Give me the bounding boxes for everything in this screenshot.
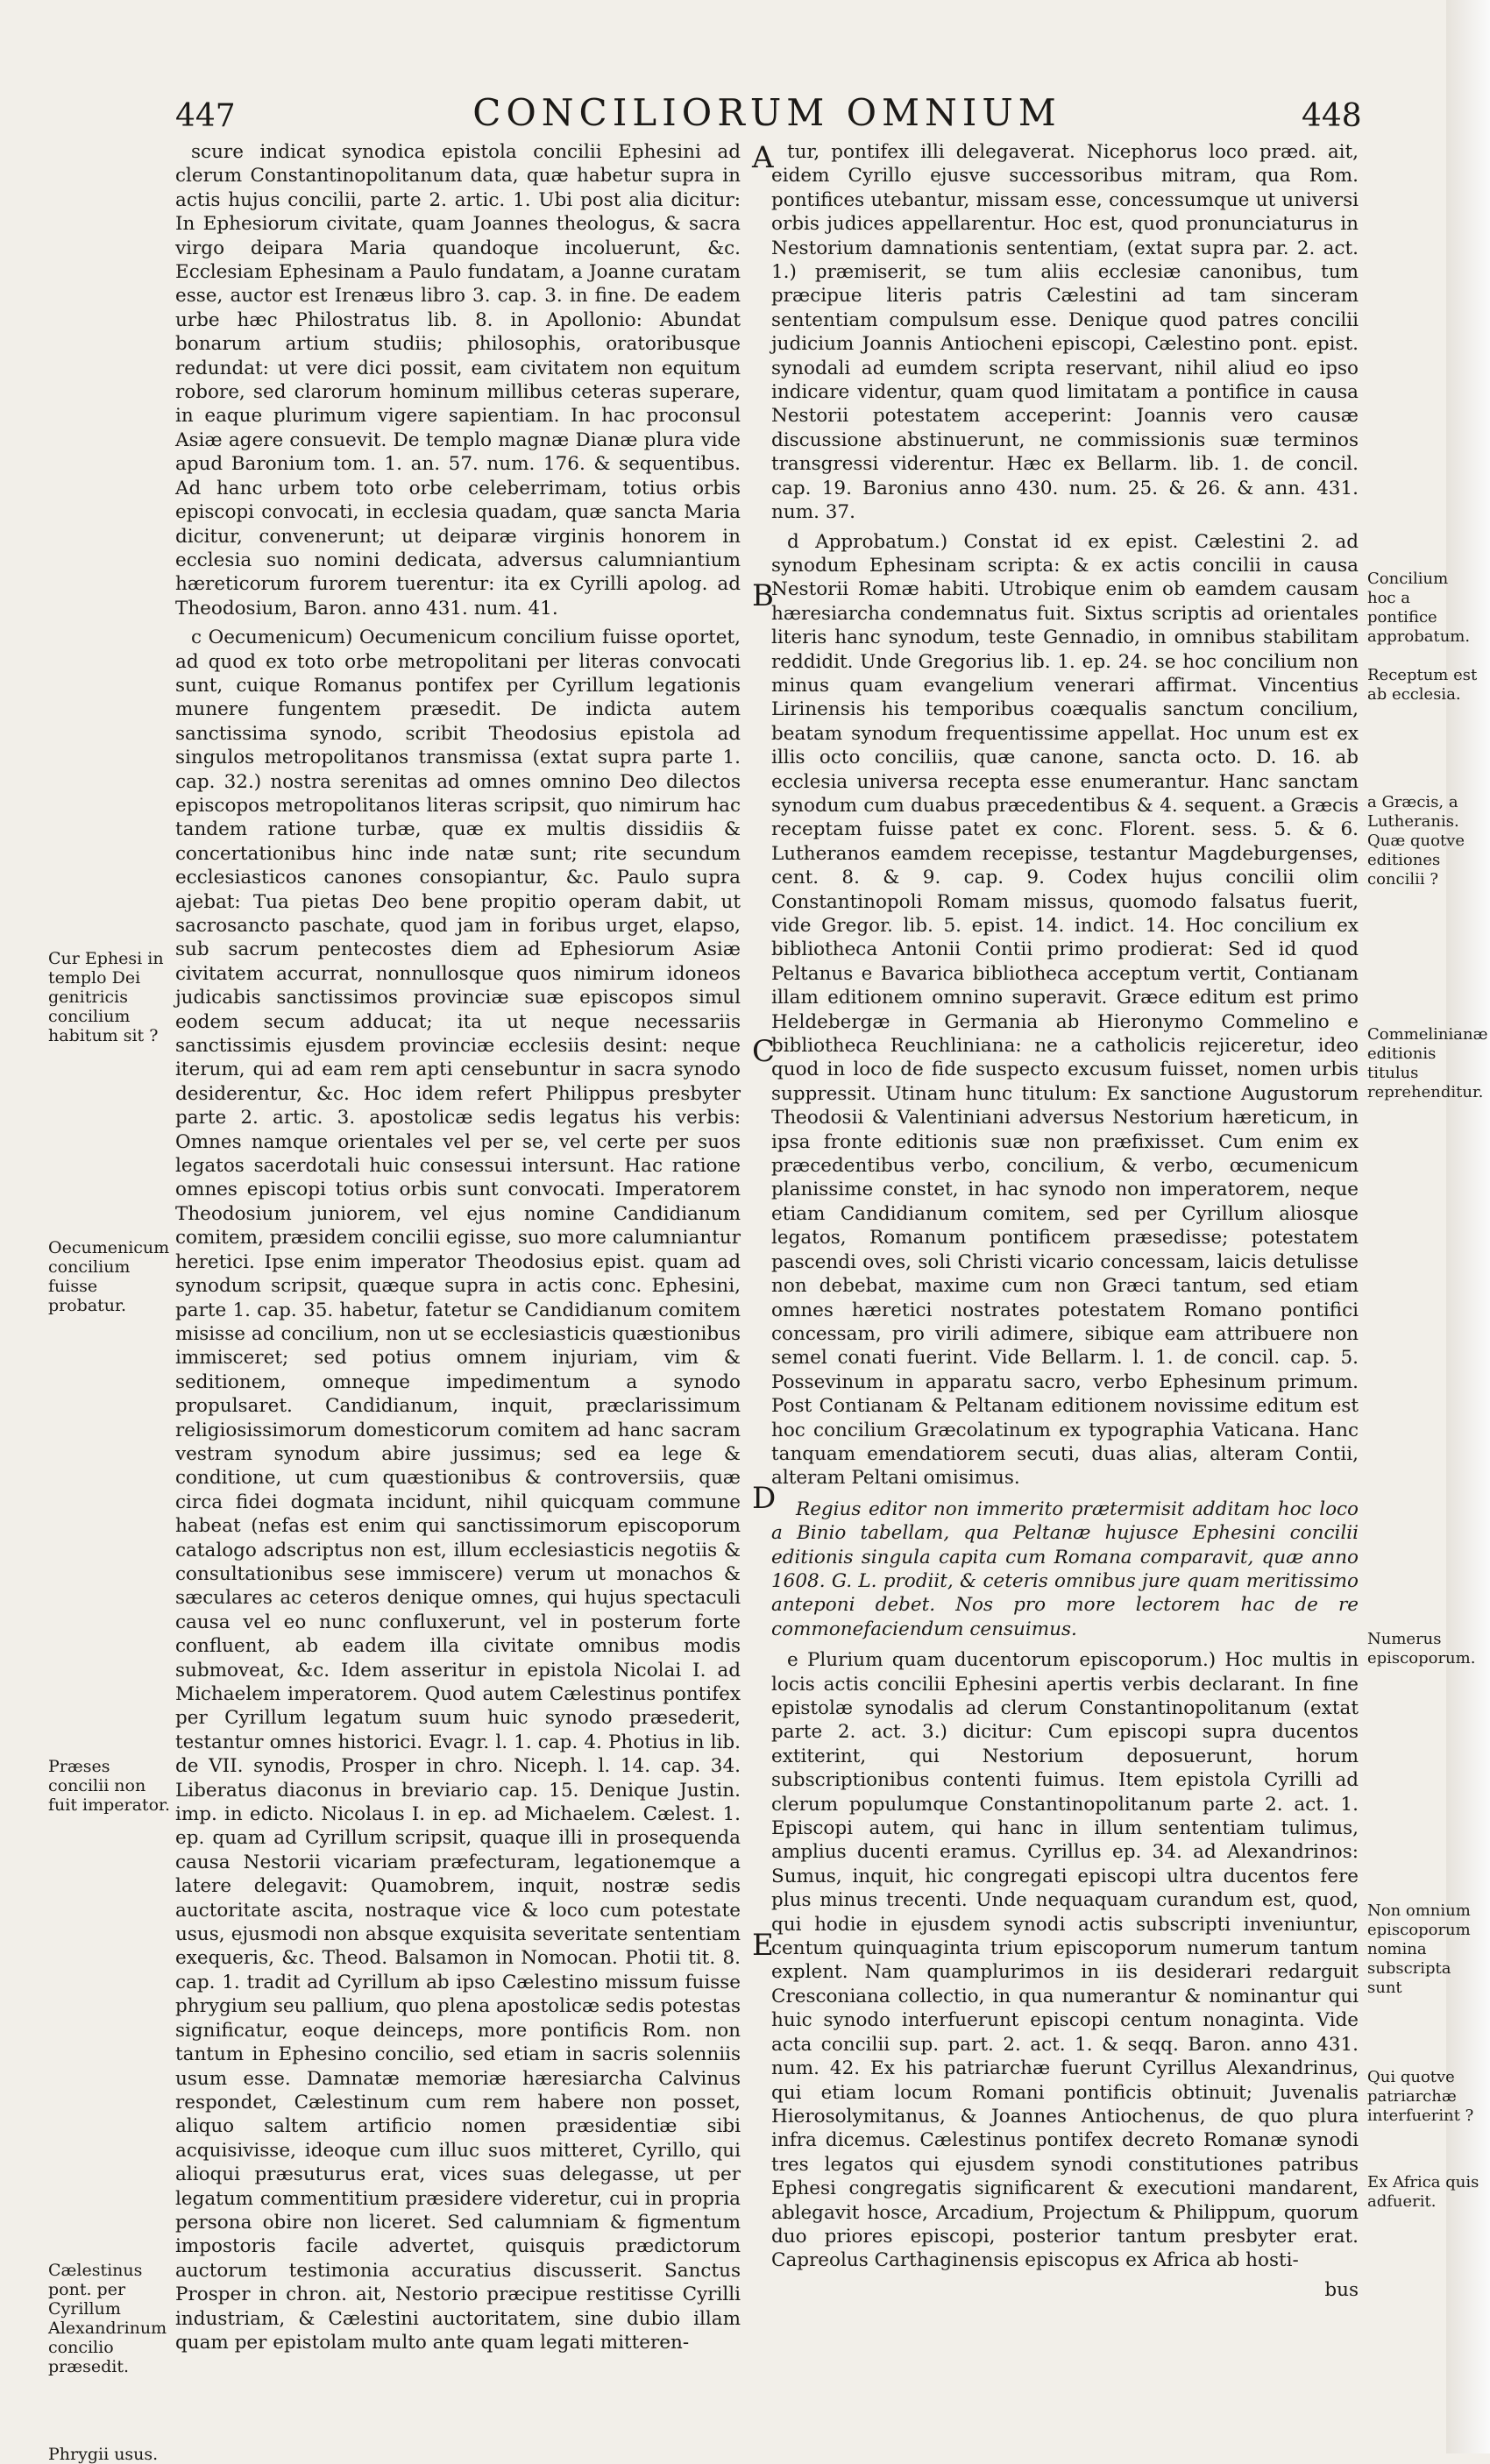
- editor-note: Regius editor non immerito prætermisit additam hoc loco a Binio tabellam, qua Peltanæ hujusce Ephesini concilii editionis singula capita cum Romana comparavit, quæ anno 1608. G. L. prodiit, & ceteris omnibus jure quam meritissimo anteponi debet. Nos pro more lectorem hac de re commonefaciendum censuimus.: [771, 1498, 1359, 1640]
- paragraph: tur, pontifex illi delegaverat. Nicephorus loco præd. ait, eidem Cyrillo ejusve successoribus mitram, qua Rom. pontifices utebantur, missam esse, concessumque ut universi orbis judices appellarentur. Hoc est, quod pronunciaturus in Nestorium damnationis sententiam, (extat supra par. 2. act. 1.) præmiserit, se tum aliis ecclesiæ canonibus, tum præcipue literis patris Cælestini ad tam sinceram sententiam compulsum esse. Denique quod patres concilii judicium Joannis Antiocheni episcopi, Cælestino pont. epist. synodali ad eumdem scripta reservant, nihil aliud eo ipso indicare videntur, quam quod limitatam a pontifice in causa Nestorii potestatem acceperint: Joannis vero causæ discussione abstinuerunt, ne commissionis suæ terminos transgressi viderentur. Hæc ex Bellarm. lib. 1. de concil. cap. 19. Baronius anno 430. num. 25. & 26. & ann. 431. num. 37.: [771, 141, 1359, 524]
- margin-note-right: Numerus episcoporum.: [1367, 1630, 1476, 1667]
- margin-note-left: Præses concilii non fuit imperator.: [48, 1757, 171, 1815]
- section-letter-d: D: [752, 1481, 777, 1516]
- section-letter-c: C: [752, 1034, 776, 1069]
- margin-note-left: Oecumenicum concilium fuisse probatur.: [48, 1238, 170, 1315]
- right-text-column: [771, 140, 1359, 2302]
- margin-note-left: Cur Ephesi in templo Dei genitricis concilium habitum sit ?: [48, 949, 164, 1045]
- paragraph: c Oecumenicum) Oecumenicum concilium fuisse oportet, ad quod ex toto orbe metropolitani per literas convocati sunt, cuique Romanus pontifex per Cyrillum legationis munere fungentem præsedit. De indicta autem sanctissima synodo, scribit Theodosius epistola ad singulos metropolitanos transmissa (extat supra parte 1. cap. 32.) nostra serenitas ad omnes omnino Deo dilectos episcopos metropolitanos literas scripsit, quo nimirum hac tandem ratione turbæ, quæ ex multis dissidiis & concertationibus hinc inde natæ sunt; rite secundum ecclesiasticos canones consopiantur, &c. Paulo supra ajebat: Tua pietas Deo bene propitio operam dabit, ut sacrosancto paschate, quod jam in foribus urget, elapso, sub sacrum pentecostes diem ad Ephesiorum Asiæ civitatem accurrat, nonnullosque quos nimirum idoneos judicabis sanctissimos provinciæ suæ episcopos simul eodem secum adducat; ita ut neque necessariis sanctissimis ejusdem provinciæ ecclesiis desint: neque iterum, qui ad eam rem apti censebuntur in sacra synodo desiderentur, &c. Hoc idem refert Philippus presbyter parte 2. artic. 3. apostolicæ sedis legatus his verbis: Omnes namque orientales vel per se, vel certe per suos legatos sacerdotali huic consessui intersunt. Hac ratione omnes episcopi totius orbis sunt convocati. Imperatorem Theodosium juniorem, vel ejus nomine Candidianum comitem, præsidem concilii egisse, suo more calumniantur heretici. Ipse enim imperator Theodosius epist. quam ad synodum scripsit, quæque supra in actis conc. Ephesini, parte 1. cap. 35. habetur, fatetur se Candidianum comitem misisse ad concilium, non ut se ecclesiasticis quæstionibus immisceret; sed potius omnem injuriam, vim & seditionem, omneque impedimentum a synodo propulsaret. Candidianum, inquit, præclarissimum religiosissimorum domesticorum comitem ad hanc sacram vestram synodum abire jussimus; sed ea lege & conditione, ut cum quæstionibus & controversiis, quæ circa fidei dogmata incidunt, nihil quicquam commune habeat (nefas est enim qui sanctissimorum episcoporum catalogo adscriptus non est, illum ecclesiasticis negotiis & consultationibus sese immiscere) verum ut monachos & sæculares ac ceteros denique omnes, qui hujus spectaculi causa vel eo nunc confluxerunt, vel in posterum forte confluent, ab eadem illa civitate omnibus modis submoveat, &c. Idem asseritur in epistola Nicolai I. ad Michaelem imperatorem. Quod autem Cælestinus pontifex per Cyrillum legatum suum huic synodo præsederit, testantur omnes historici. Evagr. l. 1. cap. 4. Photius in lib. de VII. synodis, Prosper in chro. Niceph. l. 14. cap. 34. Liberatus diaconus in breviario cap. 15. Denique Justin. imp. in edicto. Nicolaus I. in ep. ad Michaelem. Cælest. 1. ep. quam ad Cyrillum scripsit, quaque illi in prosequenda causa Nestorii vicariam præfecturam, legationemque a latere delegavit: Quamobrem, inquit, nostræ sedis auctoritate ascita, nostraque vice & loco cum potestate usus, ejusmodi non absque exquisita severitate sententiam exequeris, &c. Theod. Balsamon in Nomocan. Photii tit. 8. cap. 1. tradit ad Cyrillum ab ipso Cælestino missum fuisse phrygium seu pallium, quo plena apostolicæ sedis potestas significatur, eoque deinceps, more pontificis Rom. non tantum in Ephesino concilio, sed etiam in sacris solenniis usum esse. Damnatæ memoriæ hæresiarcha Calvinus respondet, Cælestinum cum rem habere non posset, aliquo saltem artificio nomen præsidentiæ sibi acquisivisse, ideoque cum illuc suos mitteret, Cyrillo, qui alioqui præsuturus erat, vices suas delegasse, ut per legatum commentitium præsidere videretur, cui in propria persona obire non liceret. Sed calumniam & figmentum impostoris facile advertet, quisquis prædictorum auctorum testimonia accuratius discusserit. Sanctus Prosper in chron. ait, Nestorio præcipue restitisse Cyrilli industriam, & Cælestini auctoritatem, sine dubio illam quam per epistolam multo ante quam legati mitteren-: [175, 627, 741, 2354]
- margin-note-right: Ex Africa quis adfuerit.: [1367, 2173, 1479, 2211]
- page-number-left: 447: [175, 98, 236, 134]
- margin-note-right: Non omnium episcoporum nomina subscripta sunt: [1367, 1901, 1471, 1997]
- margin-note-right: a Græcis, a Lutheranis. Quæ quotve editiones concilii ?: [1367, 793, 1465, 889]
- left-text-column: [175, 140, 741, 2360]
- paragraph: d Approbatum.) Constat id ex epist. Cælestini 2. ad synodum Ephesinam scripta: & ex actis concilii in causa Nestorii Romæ habiti. Utrobique enim ob eamdem causam hæresiarcha condemnatus fuit. Sixtus scriptis ad orientales literis hanc synodum, teste Gennadio, in omnibus stabilitam reddidit. Unde Gregorius lib. 1. ep. 24. se hoc concilium non minus quam evangelium venerari affirmat. Vincentius Lirinensis his temporibus coæqualis sanctum concilium, beatam synodum frequentissime appellat. Hoc unum est ex illis octo conciliis, quæ canone, sancta octo. D. 16. ab ecclesia universa recepta esse enumerantur. Hanc sanctam synodum cum duabus præcedentibus & 4. sequent. a Græcis receptam fuisse patet ex conc. Florent. sess. 5. & 6. Lutheranos eamdem recepisse, testantur Magdeburgenses, cent. 8. & 9. cap. 9. Codex hujus concilii olim Constantinopoli Romam missus, quomodo falsatus fuerit, vide Gregor. lib. 5. epist. 14. indict. 14. Hoc concilium ex bibliotheca Antonii Contii primo prodierat: Sed id quod Peltanus e Bavarica bibliotheca acceptum vertit, Contianam illam editionem omnino superavit. Græce editum est primo Heldebergæ in Germania ab Hieronymo Commelino e bibliotheca Reuchliniana: ne a catholicis rejiceretur, ideo quod in loco de fide suspecto excusum fuisset, nomen urbis suppressit. Utinam hunc titulum: Ex sanctione Augustorum Theodosii & Valentiniani adversus Nestorium hæreticum, in ipsa fronte editionis suæ non præfixisset. Cum enim ex præcedentibus verbo, concilium, & verbo, œcumenicum planissime constet, in hac synodo non imperatorem, neque etiam Candidianum comitem, sed per Cyrillum aliosque legatos, Romanum pontificem præsedisse; potestatem pascendi oves, soli Christi vicario concessam, laicis detulisse non debebat, maxime cum non Græci tantum, sed etiam omnes hæretici nostrates potestatem Romano pontifici concessam, pro virili adimere, sibique eam attribuere non semel conati fuerint. Vide Bellarm. l. 1. de concil. cap. 5. Possevinum in apparatu sacro, verbo Ephesinum primum. Post Contianam & Peltanam editionem novissime editum est hoc concilium Græcolatinum ex typographia Vaticana. Hanc tanquam emendatiorem secuti, duas alias, alteram Contii, alteram Peltani omisimus.: [771, 530, 1359, 1490]
- paragraph: e Plurium quam ducentorum episcoporum.) Hoc multis in locis actis concilii Ephesini apertis verbis declarant. In fine epistolæ synodalis ad clerum Constantinopolitanum (extat parte 2. act. 3.) dicitur: Cum episcopi supra ducentos extiterint, qui Nestorium deposuerunt, horum subscriptionibus contenti fuimus. Item epistola Cyrilli ad clerum populumque Constantinopolitanum parte 2. act. 1. Episcopi autem, qui hanc in illum sententiam tulimus, amplius ducenti eramus. Cyrillus ep. 34. ad Alexandrinos: Sumus, inquit, hic congregati episcopi ultra ducentos fere plus minus trecenti. Unde nequaquam curandum est, quod, qui hodie in ejusdem synodi actis subscripti inveniuntur, centum quinquaginta trium episcoporum numerum tantum explent. Nam quamplurimos in iis desiderari redarguit Cresconiana collectio, in qua numerantur & nominantur qui huic synodo interfuerunt episcopi centum nonaginta. Vide acta concilii sup. part. 2. act. 1. & seqq. Baron. anno 431. num. 42. Ex his patriarchæ fuerunt Cyrillus Alexandrinus, qui etiam locum Romani pontificis obtinuit; Juvenalis Hierosolymitanus, & Joannes Antiochenus, de quo plura infra dicemus. Cælestinus pontifex decreto Romanæ synodi tres legatos qui ejusdem synodi constitutiones patribus Ephesi congregatis significarent & executioni mandarent, ablegavit hosce, Arcadium, Projectum & Philippum, quorum duo priores episcopi, posterior tantum presbyter erat. Capreolus Carthaginensis episcopus ex Africa ab hosti-: [771, 1649, 1359, 2272]
- margin-note-left: Phrygii usus.: [48, 2445, 159, 2464]
- margin-note-left: Cælestinus pont. per Cyrillum Alexandrinum concilio præsedit.: [48, 2261, 167, 2376]
- page-number-right: 448: [1302, 98, 1362, 134]
- catchword: bus: [1324, 2278, 1359, 2301]
- paragraph: scure indicat synodica epistola concilii Ephesini ad clerum Constantinopolitanum data, quæ habetur supra in actis hujus concilii, parte 2. artic. 1. Ubi post alia dicitur: In Ephesiorum civitate, quam Joannes theologus, & sacra virgo deipara Maria quandoque incoluerunt, &c. Ecclesiam Ephesinam a Paulo fundatam, a Joanne curatam esse, auctor est Irenæus libro 3. cap. 3. in fine. De eadem urbe hæc Philostratus lib. 8. in Apollonio: Abundat bonarum artium studiis; philosophis, oratoribusque redundat: ut vere dici possit, eam civitatem non equitum robore, sed clarorum hominum millibus ceteras superare, in eaque plurimum vigere sapientiam. In hac proconsul Asiæ agere consuevit. De templo magnæ Dianæ plura vide apud Baronium tom. 1. an. 57. num. 176. & sequentibus. Ad hanc urbem toto orbe celeberrimam, totius orbis episcopi convocati, in ecclesia quadam, quæ sancta Maria dicitur, convenerunt; ut deiparæ virginis honorem in ecclesia suo nomini dedicata, adversus calumniantium hæreticorum furorem tuerentur: ita ex Cyrilli apolog. ad Theodosium, Baron. anno 431. num. 41.: [175, 141, 741, 620]
- section-letter-a: A: [752, 140, 774, 175]
- margin-note-right: Qui quotve patriarchæ interfuerint ?: [1367, 2068, 1474, 2125]
- running-title: CONCILIORUM OMNIUM: [472, 91, 1061, 134]
- section-letter-b: B: [752, 578, 774, 613]
- margin-note-right: Receptum est ab ecclesia.: [1367, 666, 1478, 704]
- margin-note-right: Concilium hoc a pontifice approbatum.: [1367, 570, 1471, 646]
- margin-note-right: Commelinianæ editionis titulus reprehenditur.: [1367, 1025, 1488, 1101]
- section-letter-e: E: [752, 1928, 774, 1963]
